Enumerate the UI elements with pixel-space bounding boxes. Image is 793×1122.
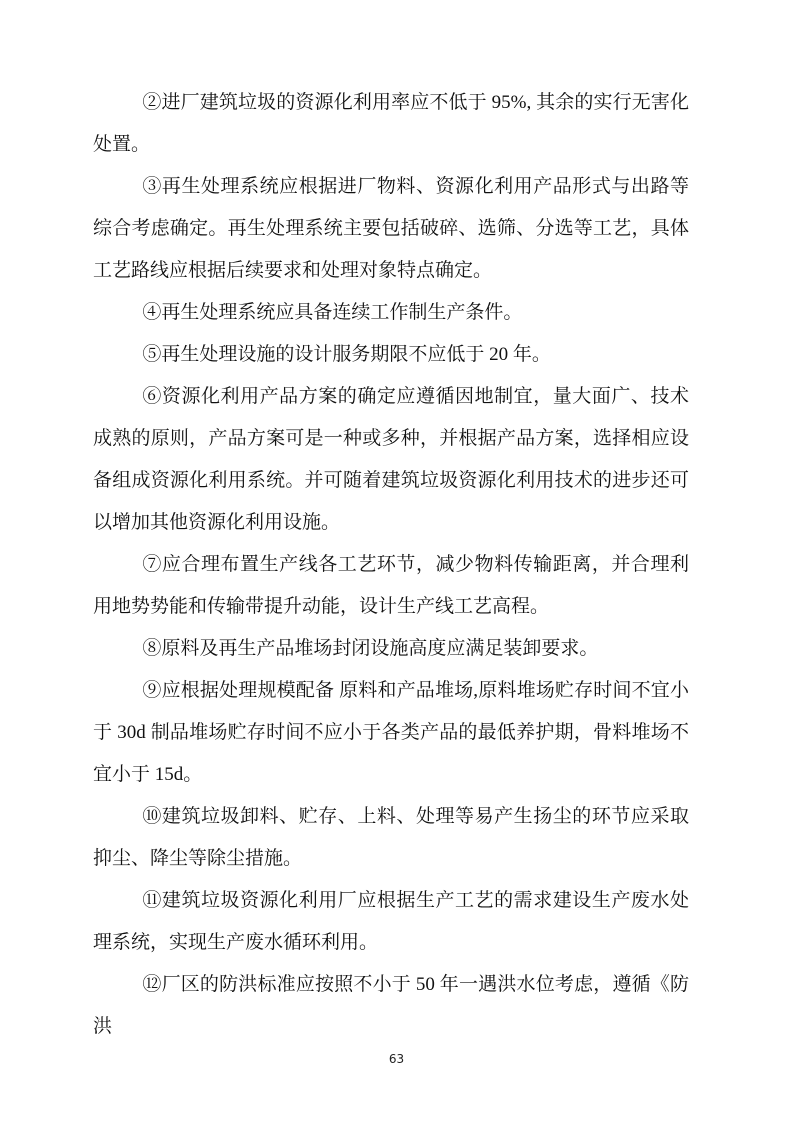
paragraph-clause-10: ⑩建筑垃圾卸料、贮存、上料、处理等易产生扬尘的环节应采取抑尘、降尘等除尘措施。 [93, 806, 689, 869]
paragraph-clause-4: ④再生处理系统应具备连续工作制生产条件。 [142, 302, 523, 323]
paragraph-clause-9: ⑨应根据处理规模配备 原料和产品堆场,原料堆场贮存时间不宜小于 30d 制品堆场贮存时间不应小于各类产品的最低养护期，骨料堆场不宜小于 15d。 [93, 680, 689, 785]
page-body-text [93, 82, 689, 1048]
paragraph-clause-6: ⑥资源化利用产品方案的确定应遵循因地制宜，量大面广、技术成熟的原则，产品方案可是一种或多种，并根据产品方案，选择相应设备组成资源化利用系统。并可随着建筑垃圾资源化利用技术的进步还可以增加其他资源化利用设施。 [93, 386, 689, 533]
page-footer [0, 1050, 793, 1068]
paragraph-clause-3: ③再生处理系统应根据进厂物料、资源化利用产品形式与出路等综合考虑确定。再生处理系统主要包括破碎、选筛、分选等工艺，具体工艺路线应根据后续要求和处理对象特点确定。 [93, 176, 689, 281]
paragraph-clause-2: ②进厂建筑垃圾的资源化利用率应不低于 95%, 其余的实行无害化处置。 [93, 92, 689, 155]
paragraph-clause-8: ⑧原料及再生产品堆场封闭设施高度应满足装卸要求。 [142, 638, 599, 659]
page-number: 63 [388, 1052, 405, 1066]
paragraph-clause-11: ⑪建筑垃圾资源化利用厂应根据生产工艺的需求建设生产废水处理系统，实现生产废水循环利用。 [93, 890, 689, 953]
paragraph-clause-5: ⑤再生处理设施的设计服务期限不应低于 20 年。 [142, 344, 551, 365]
paragraph-clause-12: ⑫厂区的防洪标准应按照不小于 50 年一遇洪水位考虑，遵循《防洪 [93, 974, 689, 1037]
paragraph-clause-7: ⑦应合理布置生产线各工艺环节，减少物料传输距离，并合理利用地势势能和传输带提升动能，设计生产线工艺高程。 [93, 554, 689, 617]
